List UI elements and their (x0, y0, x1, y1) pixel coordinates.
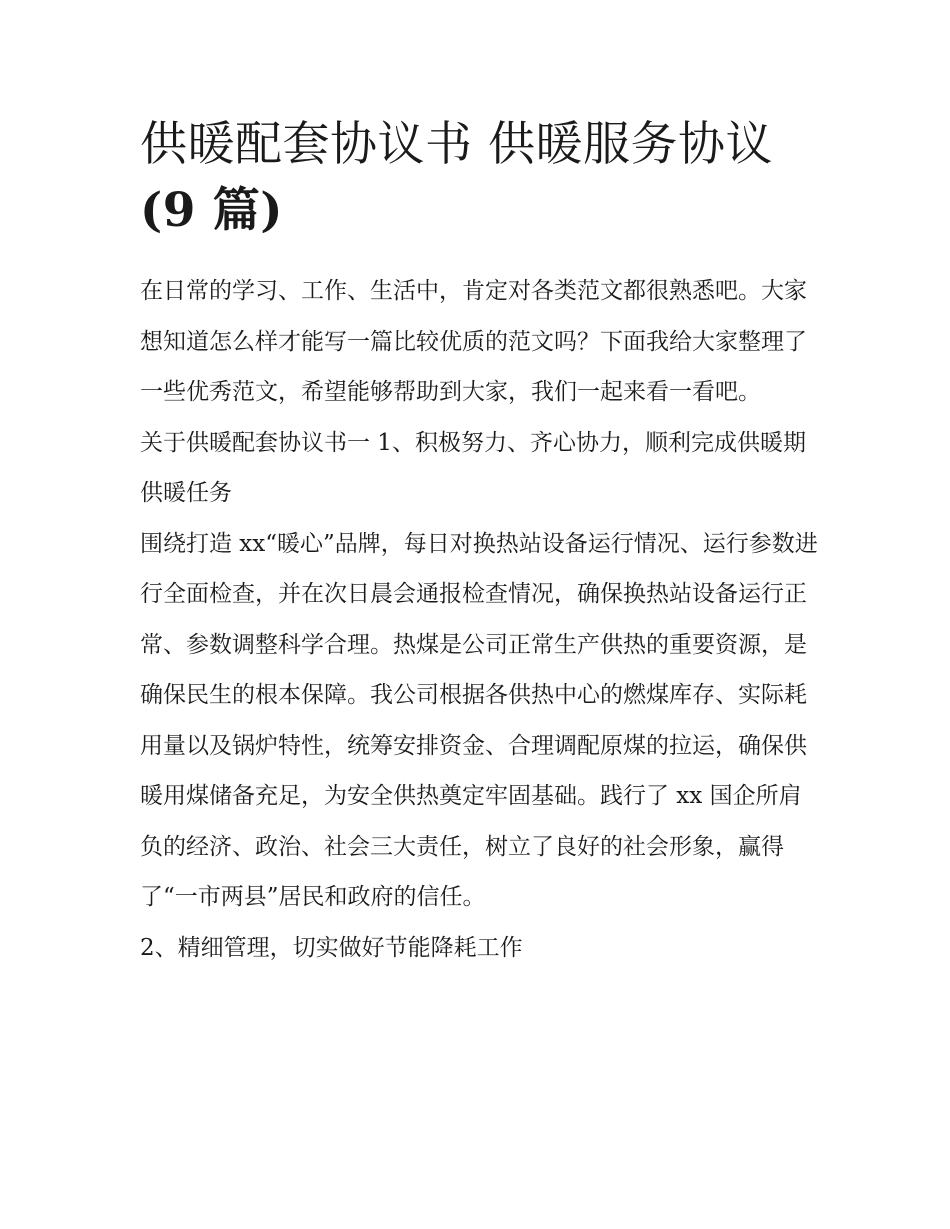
document-content (140, 112, 820, 973)
section1-body: 围绕打造 xx“暖心”品牌，每日对换热站设备运行情况、运行参数进行全面检查，并在次日晨会通报检查情况，确保换热站设备运行正常、参数调整科学合理。热煤是公司正常生产供热的重要资源，是确保民生的根本保障。我公司根据各供热中心的燃煤库存、实际耗用量以及锅炉特性，统筹安排资金、合理调配原煤的拉运，确保供暖用煤储备充足，为安全供热奠定牢固基础。践行了 xx 国企所肩负的经济、政治、社会三大责任，树立了良好的社会形象，赢得了“一市两县”居民和政府的信任。 (140, 530, 818, 910)
section1-heading: 关于供暖配套协议书一 1、积极努力、齐心协力，顺利完成供暖期供暖任务 (140, 429, 806, 506)
document-title (140, 112, 820, 244)
section2-heading: 2、精细管理，切实做好节能降耗工作 (140, 934, 523, 961)
title-main: 供暖配套协议书 供暖服务协议 (140, 117, 773, 172)
title-count: (9 篇) (140, 183, 284, 238)
intro-paragraph: 在日常的学习、工作、生活中，肯定对各类范文都很熟悉吧。大家想知道怎么样才能写一篇比较优质的范文吗？下面我给大家整理了一些优秀范文，希望能够帮助到大家，我们一起来看一看吧。 (140, 278, 807, 405)
